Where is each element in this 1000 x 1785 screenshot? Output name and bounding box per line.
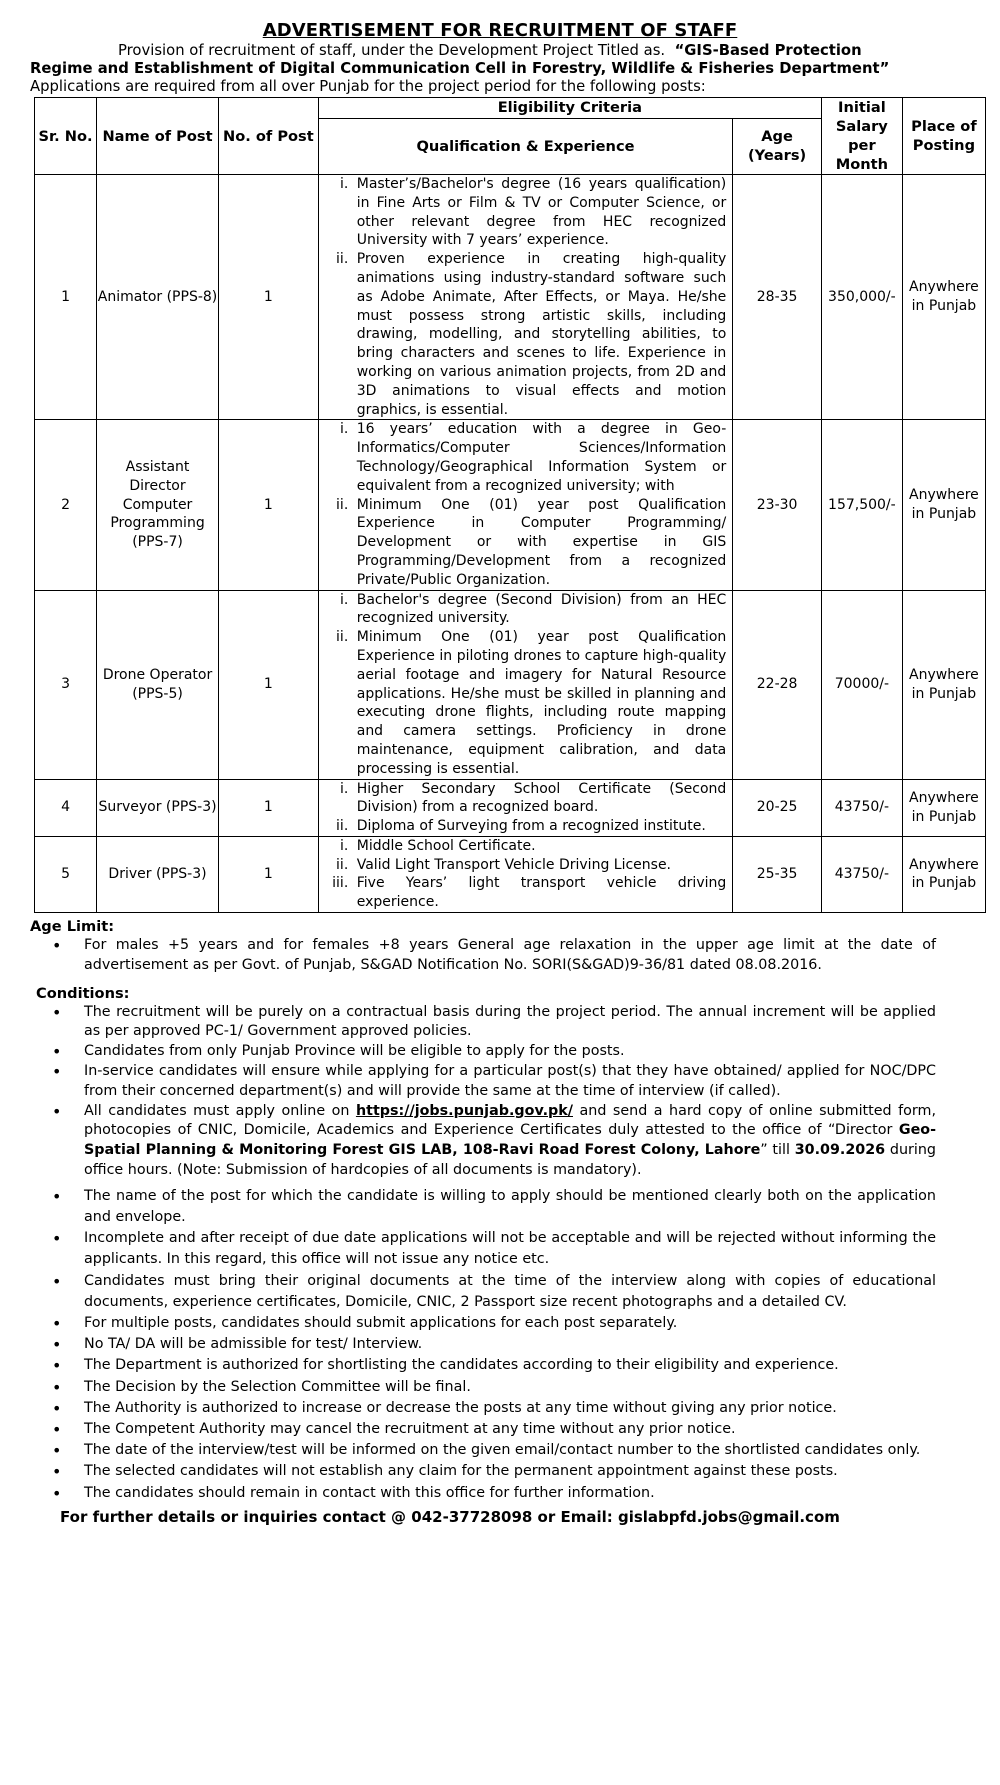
conditions-list: [30, 1003, 970, 1181]
row-qualification: [318, 590, 733, 779]
age-limit-list: [30, 936, 970, 976]
row-place: Anywhere in Punjab: [902, 590, 985, 779]
table-row: [35, 420, 986, 590]
intro-line-1-text: Provision of recruitment of staff, under the Development Project Titled as.: [118, 42, 666, 59]
list-item: • The date of the interview/test will be informed on the given email/contact number to the shortlisted candidates only.: [30, 1440, 970, 1461]
list-item: • Candidates must bring their original documents at the time of the interview along with copies of educational documents, experience certificates, Domicile, CNIC, 2 Passport size recent photographs and a detailed CV.: [30, 1271, 970, 1313]
row-post-name: Animator (PPS-8): [97, 175, 219, 420]
posts-table: [34, 97, 986, 913]
row-post-name: Assistant Director Computer Programming (PPS-7): [97, 420, 219, 590]
page-title: ADVERTISEMENT FOR RECRUITMENT OF STAFF: [262, 20, 738, 41]
row-salary: 43750/-: [821, 836, 902, 912]
row-sr-no: 2: [35, 420, 97, 590]
qualification-item: i. 16 years’ education with a degree in Geo-Informatics/Computer Sciences/Information Technology/Geographical Information System or equivalent from a recognized university; with: [353, 420, 727, 495]
conditions-list-2: [30, 1186, 970, 1504]
row-qualification: [318, 175, 733, 420]
apply-text-1: All candidates must apply online on: [84, 1102, 350, 1119]
apply-text-4: during office hours. (Note: Submission of hardcopies of all documents is mandatory).: [84, 1142, 936, 1179]
row-sr-no: 5: [35, 836, 97, 912]
row-no-of-post: 1: [218, 420, 318, 590]
row-post-name: Drone Operator (PPS-5): [97, 590, 219, 779]
list-item: • No TA/ DA will be admissible for test/ Interview.: [30, 1334, 970, 1355]
conditions-heading: Conditions:: [36, 984, 130, 1002]
office-address: Geo-Spatial Planning & Monitoring Forest GIS LAB, 108-Ravi Road Forest Colony, Lahore: [84, 1122, 937, 1159]
list-item-apply: [30, 1102, 970, 1181]
row-qualification: [318, 420, 733, 590]
qualification-item: ii. Valid Light Transport Vehicle Driving License.: [353, 856, 727, 875]
apply-text-3: ” till: [760, 1142, 790, 1159]
apply-text-2: and send a hard copy of online submitted form, photocopies of CNIC, Domicile, Academics and Experience Certificates duly attested to the office of “Director: [84, 1102, 937, 1139]
intro-line-3: Applications are required from all over Punjab for the project period for the following posts:: [30, 78, 706, 95]
qualification-item: iii. Five Years’ light transport vehicle driving experience.: [353, 874, 727, 912]
row-no-of-post: 1: [218, 779, 318, 836]
row-place: Anywhere in Punjab: [902, 175, 985, 420]
intro-line-1: [30, 42, 970, 60]
list-item: • The candidates should remain in contact with this office for further information.: [30, 1483, 970, 1504]
qualification-item: i. Bachelor's degree (Second Division) from an HEC recognized university.: [353, 591, 727, 629]
row-post-name: Driver (PPS-3): [97, 836, 219, 912]
intro-project-title: Regime and Establishment of Digital Communication Cell in Forestry, Wildlife & Fisheries Department”: [30, 60, 890, 77]
row-no-of-post: 1: [218, 175, 318, 420]
table-row: [35, 779, 986, 836]
qualification-item: i. Higher Secondary School Certificate (Second Division) from a recognized board.: [353, 780, 727, 818]
list-item: • The recruitment will be purely on a contractual basis during the project period. The annual increment will be applied as per approved PC-1/ Government approved policies.: [30, 1003, 970, 1043]
list-item: • The selected candidates will not establish any claim for the permanent appointment against these posts.: [30, 1461, 970, 1482]
qualification-item: i. Middle School Certificate.: [353, 837, 727, 856]
qualification-item: ii. Minimum One (01) year post Qualification Experience in Computer Programming/ Development or with expertise in GIS Programming/Development from a recognized Private/Public Organization.: [353, 496, 727, 590]
list-item: • For males +5 years and for females +8 years General age relaxation in the upper age limit at the date of advertisement as per Govt. of Punjab, S&GAD Notification No. SORI(S&GAD)9-36/81 dated 08.08.2016.: [30, 936, 970, 976]
age-limit-heading: Age Limit:: [30, 918, 115, 936]
intro-project-title-start: “GIS-Based Protection: [674, 42, 862, 59]
header-no-of-post: No. of Post: [218, 98, 318, 175]
row-no-of-post: 1: [218, 590, 318, 779]
row-sr-no: 1: [35, 175, 97, 420]
list-item: • For multiple posts, candidates should submit applications for each post separately.: [30, 1313, 970, 1334]
qualification-item: ii. Proven experience in creating high-quality animations using industry-standard software such as Adobe Animate, After Effects, or Maya. He/she must possess strong artistic skills, including drawing, modelling, and storytelling abilities, to bring characters and scenes to life. Experience in working on various animation projects, from 2D and 3D animations to visual effects and motion graphics, is essential.: [353, 250, 727, 419]
header-name-of-post: Name of Post: [97, 98, 219, 175]
qualification-item: ii. Minimum One (01) year post Qualification Experience in piloting drones to capture high-quality aerial footage and imagery for Natural Resource applications. He/she must be skilled in planning and executing drone flights, including route mapping and camera settings. Proficiency in drone maintenance, equipment calibration, and data processing is essential.: [353, 628, 727, 778]
row-sr-no: 3: [35, 590, 97, 779]
qualification-item: ii. Diploma of Surveying from a recognized institute.: [353, 817, 727, 836]
list-item: • The Decision by the Selection Committee will be final.: [30, 1377, 970, 1398]
list-item: • The Competent Authority may cancel the recruitment at any time without any prior notice.: [30, 1419, 970, 1440]
row-age: 25-35: [733, 836, 822, 912]
row-place: Anywhere in Punjab: [902, 779, 985, 836]
jobs-portal-link[interactable]: https://jobs.punjab.gov.pk/: [355, 1102, 573, 1119]
list-item: • The Department is authorized for shortlisting the candidates according to their eligibility and experience.: [30, 1355, 970, 1376]
list-item: • In-service candidates will ensure while applying for a particular post(s) that they have obtained/ applied for NOC/DPC from their concerned department(s) and will provide the same at the time of interview (if called).: [30, 1062, 970, 1102]
table-row: [35, 836, 986, 912]
header-qualification: Qualification & Experience: [318, 118, 733, 174]
table-row: [35, 590, 986, 779]
qualification-item: i. Master’s/Bachelor's degree (16 years qualification) in Fine Arts or Film & TV or Computer Science, or other relevant degree from HEC recognized University with 7 years’ experience.: [353, 175, 727, 250]
row-salary: 157,500/-: [821, 420, 902, 590]
row-place: Anywhere in Punjab: [902, 420, 985, 590]
header-place-of-posting: Place of Posting: [902, 98, 985, 175]
row-salary: 350,000/-: [821, 175, 902, 420]
intro: [30, 42, 970, 96]
header-sr-no: Sr. No.: [35, 98, 97, 175]
row-salary: 70000/-: [821, 590, 902, 779]
contact-footer: For further details or inquiries contact @ 042-37728098 or Email: gislabpfd.jobs@gmail.com: [60, 1507, 840, 1526]
row-age: 20-25: [733, 779, 822, 836]
table-row: [35, 175, 986, 420]
deadline-date: 30.09.2026: [794, 1142, 886, 1159]
list-item: • Candidates from only Punjab Province will be eligible to apply for the posts.: [30, 1042, 970, 1062]
row-qualification: [318, 836, 733, 912]
list-item: • The Authority is authorized to increase or decrease the posts at any time without giving any prior notice.: [30, 1398, 970, 1419]
list-item: • Incomplete and after receipt of due date applications will not be acceptable and will be rejected without informing the applicants. In this regard, this office will not issue any notice etc.: [30, 1228, 970, 1270]
header-initial-salary: Initial Salary per Month: [821, 98, 902, 175]
header-eligibility-criteria: Eligibility Criteria: [318, 98, 821, 119]
row-place: Anywhere in Punjab: [902, 836, 985, 912]
row-age: 23-30: [733, 420, 822, 590]
row-sr-no: 4: [35, 779, 97, 836]
row-age: 28-35: [733, 175, 822, 420]
row-salary: 43750/-: [821, 779, 902, 836]
row-qualification: [318, 779, 733, 836]
row-post-name: Surveyor (PPS-3): [97, 779, 219, 836]
row-no-of-post: 1: [218, 836, 318, 912]
row-age: 22-28: [733, 590, 822, 779]
list-item: • The name of the post for which the candidate is willing to apply should be mentioned clearly both on the application and envelope.: [30, 1186, 970, 1228]
header-age: Age (Years): [733, 118, 822, 174]
